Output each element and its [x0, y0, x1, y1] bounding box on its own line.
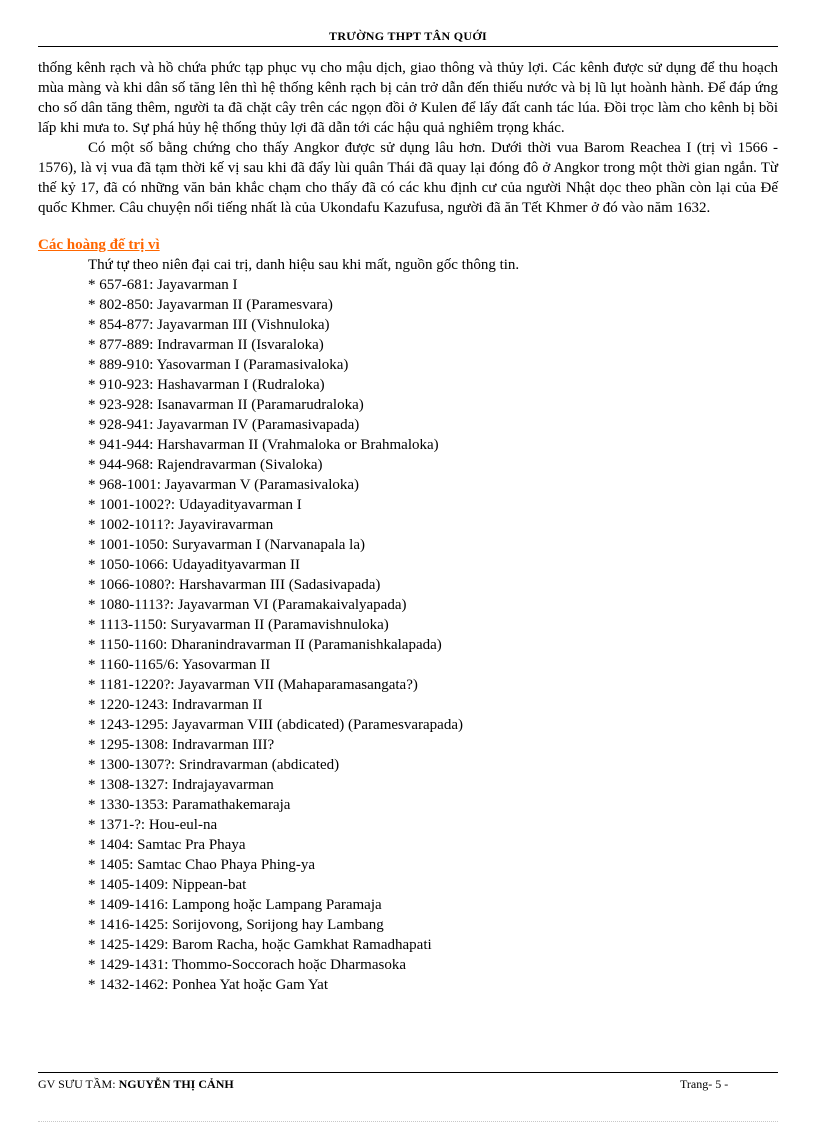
reign-item: * 1425-1429: Barom Racha, hoặc Gamkhat Ramadhapati [88, 937, 432, 953]
footer-divider [38, 1072, 778, 1073]
reign-item: * 968-1001: Jayavarman V (Paramasivaloka) [88, 477, 360, 493]
reign-item: * 854-877: Jayavarman III (Vishnuloka) [88, 317, 330, 333]
reign-item: * 1001-1002?: Udayadityavarman I [88, 497, 302, 513]
reign-item: * 944-968: Rajendravarman (Sivaloka) [88, 457, 323, 473]
reign-item: * 1405: Samtac Chao Phaya Phing-ya [88, 857, 316, 873]
reign-item: * 1113-1150: Suryavarman II (Paramavishnuloka) [88, 617, 389, 633]
reign-item: * 941-944: Harshavarman II (Vrahmaloka or Brahmaloka) [88, 437, 439, 453]
section-intro: Thứ tự theo niên đại cai trị, danh hiệu sau khi mất, nguồn gốc thông tin. [88, 257, 520, 273]
reign-item: * 910-923: Hashavarman I (Rudraloka) [88, 377, 325, 393]
reign-item: * 1432-1462: Ponhea Yat hoặc Gam Yat [88, 977, 328, 993]
reign-item: * 1066-1080?: Harshavarman III (Sadasivapada) [88, 577, 381, 593]
reign-list [38, 275, 778, 995]
reign-item: * 1300-1307?: Srindravarman (abdicated) [88, 757, 340, 773]
reign-item: * 1330-1353: Paramathakemaraja [88, 797, 291, 813]
reign-item: * 1050-1066: Udayadityavarman II [88, 557, 301, 573]
reign-item: * 1409-1416: Lampong hoặc Lampang Paramaja [88, 897, 382, 913]
paragraph-angkor-evidence: Có một số bằng chứng cho thấy Angkor được sử dụng lâu hơn. Dưới thời vua Barom Reachea I (trị vì 1566 - 1576), là vị vua đã tạm thời kế vị sau khi đã đẩy lùi quân Thái đã quay lại đóng đô ở Angkor trong một thời gian ngắn. Từ thế kỷ 17, đã có những văn bản khắc chạm cho thấy đã có các khu định cư của người Nhật dọc theo phần còn lại của Đế quốc Khmer. Câu chuyện nổi tiếng nhất là của Ukondafu Kazufusa, người đã ăn Tết Khmer ở đó vào năm 1632. [38, 140, 778, 216]
paragraph-continued: thống kênh rạch và hồ chứa phức tạp phục vụ cho mậu dịch, giao thông và thủy lợi. Các kênh được sử dụng để thu hoạch mùa màng và khi dân số tăng lên thì hệ thống kênh rạch bị cản trở dẫn đến thiếu nước và bị lũ lụt hoành hành. Để đáp ứng cho số dân tăng thêm, người ta đã chặt cây trên các ngọn đồi ở Kulen để lấy đất canh tác lúa. Đồi trọc làm cho kênh bị bồi lấp khi mưa to. Sự phá hủy hệ thống thủy lợi đã dẫn tới các hậu quả nghiêm trọng khác. [38, 60, 778, 136]
reign-item: * 1416-1425: Sorijovong, Sorijong hay Lambang [88, 917, 384, 933]
reign-item: * 802-850: Jayavarman II (Paramesvara) [88, 297, 333, 313]
page-number: Trang- 5 - [680, 1077, 729, 1091]
header-divider [38, 46, 778, 47]
reign-item: * 889-910: Yasovarman I (Paramasivaloka) [88, 357, 349, 373]
footer-prefix: GV SƯU TẦM: [38, 1077, 119, 1091]
reign-item: * 657-681: Jayavarman I [88, 277, 238, 293]
reign-item: * 1181-1220?: Jayavarman VII (Mahaparamasangata?) [88, 677, 418, 693]
reign-item: * 1405-1409: Nippean-bat [88, 877, 247, 893]
reign-item: * 928-941: Jayavarman IV (Paramasivapada) [88, 417, 360, 433]
reign-item: * 1295-1308: Indravarman III? [88, 737, 275, 753]
reign-item: * 1150-1160: Dharanindravarman II (Paramanishkalapada) [88, 637, 442, 653]
page-edge [38, 1121, 778, 1122]
reign-item: * 1001-1050: Suryavarman I (Narvanapala la) [88, 537, 365, 553]
reign-item: * 1308-1327: Indrajayavarman [88, 777, 274, 793]
page-body [38, 58, 778, 995]
reign-item: * 1371-?: Hou-eul-na [88, 817, 218, 833]
reign-item: * 1220-1243: Indravarman II [88, 697, 263, 713]
teacher-name: NGUYỄN THỊ CẢNH [118, 1077, 234, 1091]
reign-item: * 877-889: Indravarman II (Isvaraloka) [88, 337, 324, 353]
school-name: TRƯỜNG THPT TÂN QUỚI [329, 29, 487, 43]
reign-item: * 1160-1165/6: Yasovarman II [88, 657, 271, 673]
reign-item: * 1080-1113?: Jayavarman VI (Paramakaivalyapada) [88, 597, 407, 613]
reign-item: * 1002-1011?: Jayaviravarman [88, 517, 274, 533]
section-heading-emperors: Các hoàng đế trị vì [38, 237, 160, 253]
reign-item: * 1243-1295: Jayavarman VIII (abdicated) (Paramesvarapada) [88, 717, 463, 733]
reign-item: * 923-928: Isanavarman II (Paramarudraloka) [88, 397, 364, 413]
reign-item: * 1404: Samtac Pra Phaya [88, 837, 246, 853]
page-header [38, 29, 778, 44]
footer-credit [38, 1077, 234, 1092]
reign-item: * 1429-1431: Thommo-Soccorach hoặc Dharmasoka [88, 957, 406, 973]
